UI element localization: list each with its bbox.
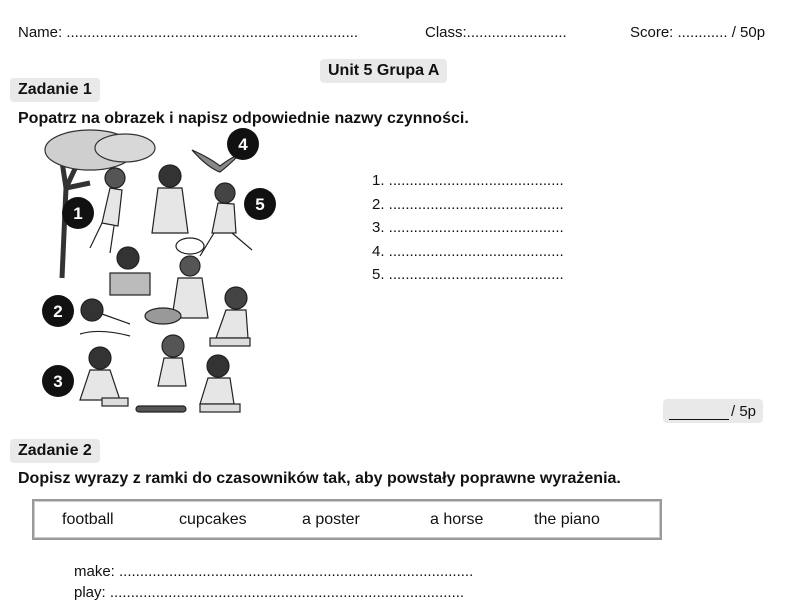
svg-text:4: 4 xyxy=(238,135,248,154)
singing-girl-drawing xyxy=(152,165,188,233)
marker-1 xyxy=(62,197,94,229)
task2-label: Zadanie 2 xyxy=(10,439,100,463)
word-a-poster: a poster xyxy=(302,511,360,528)
svg-text:5: 5 xyxy=(255,195,265,214)
running-boy-drawing xyxy=(200,183,252,256)
skateboarding-boy-drawing xyxy=(136,335,186,412)
answer-line-2[interactable]: 2. .......................................... xyxy=(372,195,564,213)
word-cupcakes: cupcakes xyxy=(179,511,247,528)
task1-label: Zadanie 1 xyxy=(10,78,100,102)
task1-instruction: Popatrz na obrazek i napisz odpowiednie nazwy czynności. xyxy=(18,110,469,127)
marker-5 xyxy=(244,188,276,220)
task1-answers xyxy=(372,169,564,287)
class-field[interactable]: Class:........................ xyxy=(425,24,567,41)
marker-4 xyxy=(227,128,259,160)
sitting-girl-drawing xyxy=(80,347,128,406)
svg-text:1: 1 xyxy=(73,204,83,223)
answer-line-5[interactable]: 5. .......................................... xyxy=(372,266,564,283)
word-a-horse: a horse xyxy=(430,511,484,528)
task1-score-box xyxy=(663,399,763,423)
task2-instruction: Dopisz wyrazy z ramki do czasowników tak, aby powstały poprawne wyrażenia. xyxy=(18,470,621,487)
climbing-child-drawing xyxy=(90,168,125,253)
writing-boy-drawing xyxy=(200,355,240,412)
verb-play-line[interactable]: play: ..................................................................................... xyxy=(74,584,465,601)
drawing-boy-drawing xyxy=(210,287,250,346)
cooking-child-drawing xyxy=(145,238,208,324)
swimming-child-drawing xyxy=(80,299,130,336)
word-box xyxy=(32,499,662,540)
unit-title: Unit 5 Grupa A xyxy=(320,59,447,83)
answer-line-1[interactable]: 1. .......................................... xyxy=(372,172,564,189)
svg-text:3: 3 xyxy=(53,372,63,391)
word-football: football xyxy=(62,511,114,528)
word-the-piano: the piano xyxy=(534,511,600,528)
task1-score: / 5p xyxy=(731,403,757,420)
activities-illustration xyxy=(40,128,280,420)
marker-2 xyxy=(42,295,74,327)
answer-line-3[interactable]: 3. .......................................... xyxy=(372,219,564,236)
verb-make-line[interactable]: make: ..................................................................................... xyxy=(74,563,474,580)
answer-line-4[interactable]: 4. .......................................... xyxy=(372,242,564,260)
name-field[interactable]: Name: ...................................................................... xyxy=(18,24,359,41)
score-field[interactable]: Score: ............ / 50p xyxy=(630,24,766,41)
task1-score-blank[interactable] xyxy=(669,405,729,420)
marker-3 xyxy=(42,365,74,397)
svg-text:2: 2 xyxy=(53,302,63,321)
reading-girl-drawing xyxy=(110,247,150,295)
